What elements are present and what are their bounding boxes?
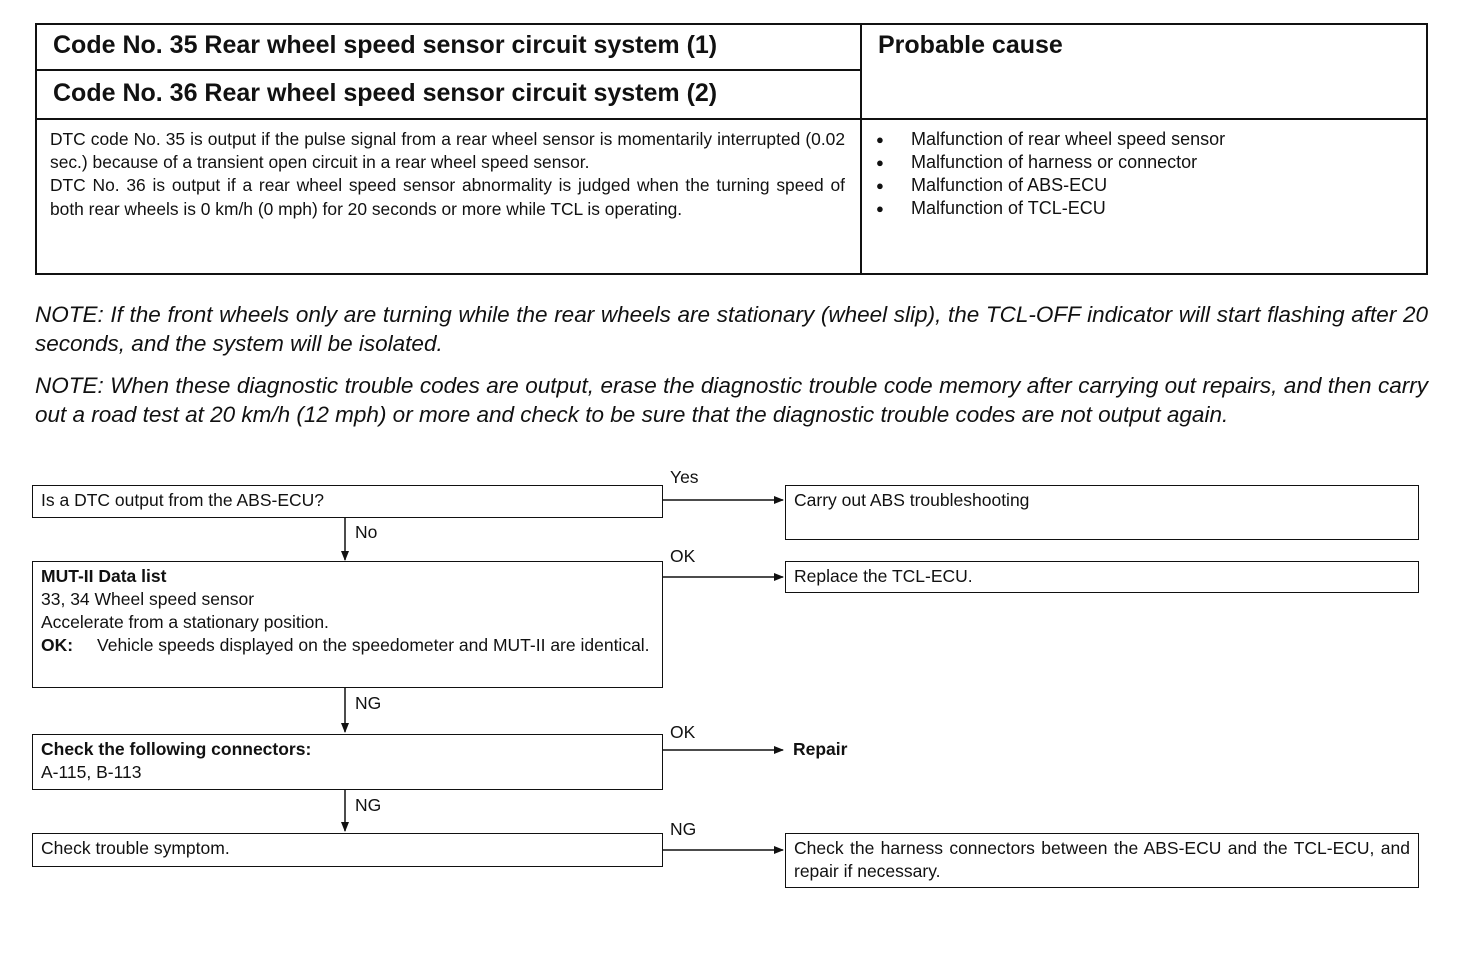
cause-item: ● Malfunction of ABS-ECU — [876, 174, 1416, 197]
cause-item: ● Malfunction of rear wheel speed sensor — [876, 128, 1416, 151]
step-mut-data-list — [32, 561, 663, 688]
step-mut-ok-row — [41, 634, 654, 657]
step-mut-ok-text: Vehicle speeds displayed on the speedometer and MUT-II are identical. — [97, 635, 650, 655]
step-trouble-symptom — [32, 833, 663, 867]
label-ok-2: OK — [670, 722, 696, 742]
cause-item: ● Malfunction of TCL-ECU — [876, 197, 1416, 220]
result-repair: Repair — [793, 739, 848, 759]
label-ok-1: OK — [670, 546, 696, 566]
label-yes: Yes — [670, 467, 699, 487]
label-ng-2: NG — [355, 795, 382, 815]
note-wheel-slip: NOTE: If the front wheels only are turning while the rear wheels are stationary (wheel slip), the TCL-OFF indicator will start flashing after 20 seconds, and the system will be isolated. — [35, 302, 1428, 356]
result-replace-tcl-ecu-text: Replace the TCL-ECU. — [794, 566, 973, 586]
step-mut-line2: Accelerate from a stationary position. — [41, 612, 329, 632]
step-connectors-title: Check the following connectors: — [41, 739, 312, 759]
result-check-harness — [785, 833, 1419, 888]
step-dtc-check-text: Is a DTC output from the ABS-ECU? — [41, 490, 325, 510]
label-no: No — [355, 522, 378, 542]
label-ng-3: NG — [670, 819, 697, 839]
cause-item: ● Malfunction of harness or connector — [876, 151, 1416, 174]
code-35-header: Code No. 35 Rear wheel speed sensor circuit system (1) — [53, 31, 718, 59]
result-abs-troubleshooting — [785, 485, 1419, 540]
step-mut-ok-key: OK: — [41, 635, 74, 655]
code-36-header: Code No. 36 Rear wheel speed sensor circuit system (2) — [53, 79, 718, 107]
label-ng-1: NG — [355, 693, 382, 713]
step-connectors-line1: A-115, B-113 — [41, 762, 142, 782]
note-erase-memory: NOTE: When these diagnostic trouble codes are output, erase the diagnostic trouble code memory after carrying out repairs, and then carry out a road test at 20 km/h (12 mph) or more and check to be sure that the diagnostic trouble codes are not output again. — [35, 373, 1428, 427]
step-mut-line1: 33, 34 Wheel speed sensor — [41, 589, 255, 609]
step-trouble-symptom-text: Check trouble symptom. — [41, 838, 230, 858]
description-code-35: DTC code No. 35 is output if the pulse signal from a rear wheel sensor is momentarily interrupted (0.02 sec.) because of a transient open circuit in a rear wheel speed sensor. — [50, 129, 845, 173]
step-mut-title: MUT-II Data list — [41, 566, 167, 586]
step-dtc-check — [32, 485, 663, 518]
step-check-connectors — [32, 734, 663, 790]
description-code-36: DTC No. 36 is output if a rear wheel speed sensor abnormality is judged when the turning speed of both rear wheels is 0 km/h (0 mph) for 20 seconds or more while TCL is operating. — [50, 175, 845, 219]
result-abs-troubleshooting-text: Carry out ABS troubleshooting — [794, 490, 1030, 510]
result-replace-tcl-ecu — [785, 561, 1419, 593]
result-check-harness-text: Check the harness connectors between the ABS-ECU and the TCL-ECU, and repair if necessary. — [794, 838, 1410, 881]
probable-cause-header: Probable cause — [878, 31, 1063, 59]
